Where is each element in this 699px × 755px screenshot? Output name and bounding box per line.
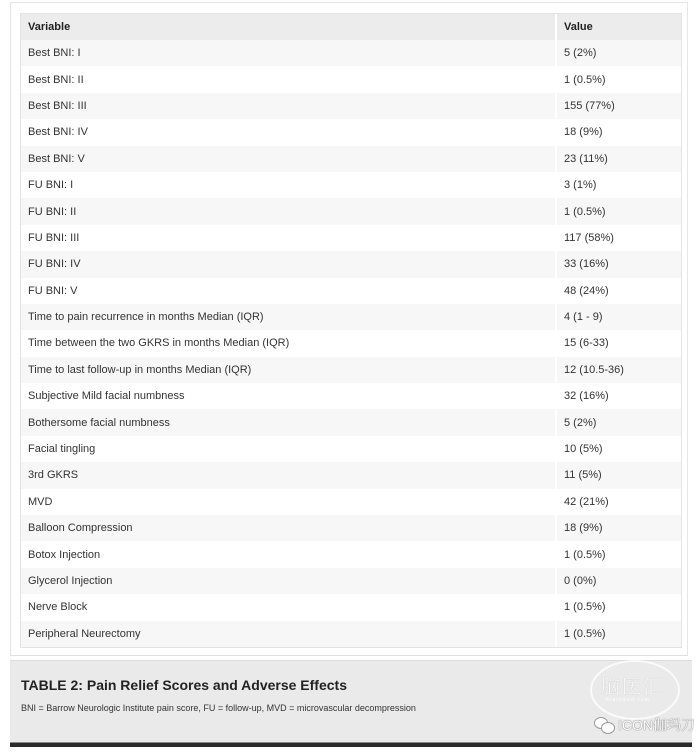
watermark-brand-text: ICON伽玛刀 xyxy=(618,717,695,733)
cell-value: 0 (0%) xyxy=(555,568,681,594)
table-row xyxy=(21,146,681,172)
table-row xyxy=(21,304,681,330)
cell-variable: Time between the two GKRS in months Median (IQR) xyxy=(21,330,555,356)
cell-value: 1 (0.5%) xyxy=(555,66,681,92)
cell-value: 23 (11%) xyxy=(555,146,681,172)
caption-note: BNI = Barrow Neurologic Institute pain score, FU = follow-up, MVD = microvascular decompression xyxy=(21,703,416,713)
cell-variable: FU BNI: V xyxy=(21,278,555,304)
column-header-value: Value xyxy=(555,14,681,40)
table-row xyxy=(21,225,681,251)
cell-value: 18 (9%) xyxy=(555,515,681,541)
cell-variable: 3rd GKRS xyxy=(21,462,555,488)
cell-variable: Best BNI: II xyxy=(21,66,555,92)
cell-variable: FU BNI: II xyxy=(21,198,555,224)
table-row xyxy=(21,198,681,224)
table-row xyxy=(21,330,681,356)
table-row xyxy=(21,541,681,567)
table-caption xyxy=(10,660,692,742)
table-row xyxy=(21,40,681,66)
table-body xyxy=(21,40,681,647)
cell-value: 42 (21%) xyxy=(555,489,681,515)
cell-value: 1 (0.5%) xyxy=(555,621,681,647)
data-table xyxy=(20,13,682,648)
cell-variable: Best BNI: III xyxy=(21,93,555,119)
table-row xyxy=(21,489,681,515)
cell-variable: Balloon Compression xyxy=(21,515,555,541)
cell-value: 5 (2%) xyxy=(555,40,681,66)
cell-value: 1 (0.5%) xyxy=(555,594,681,620)
cell-value: 18 (9%) xyxy=(555,119,681,145)
cell-variable: Peripheral Neurectomy xyxy=(21,621,555,647)
cell-value: 12 (10.5-36) xyxy=(555,357,681,383)
watermark-logo-subtext: brainmed.com xyxy=(606,697,650,703)
table-row xyxy=(21,621,681,647)
cell-value: 10 (5%) xyxy=(555,436,681,462)
table-row xyxy=(21,251,681,277)
cell-variable: Best BNI: V xyxy=(21,146,555,172)
table-row xyxy=(21,278,681,304)
cell-variable: Bothersome facial numbness xyxy=(21,409,555,435)
table-row xyxy=(21,568,681,594)
cell-value: 117 (58%) xyxy=(555,225,681,251)
cell-value: 4 (1 - 9) xyxy=(555,304,681,330)
cell-variable: MVD xyxy=(21,489,555,515)
cell-value: 11 (5%) xyxy=(555,462,681,488)
cell-value: 5 (2%) xyxy=(555,409,681,435)
cell-value: 155 (77%) xyxy=(555,93,681,119)
cell-value: 3 (1%) xyxy=(555,172,681,198)
cell-variable: FU BNI: I xyxy=(21,172,555,198)
table-row xyxy=(21,66,681,92)
wechat-icon xyxy=(594,717,614,733)
column-header-variable: Variable xyxy=(21,14,555,40)
cell-variable: Best BNI: IV xyxy=(21,119,555,145)
table-row xyxy=(21,462,681,488)
table-row xyxy=(21,436,681,462)
cell-value: 1 (0.5%) xyxy=(555,198,681,224)
cell-variable: Nerve Block xyxy=(21,594,555,620)
cell-variable: FU BNI: III xyxy=(21,225,555,251)
cell-value: 32 (16%) xyxy=(555,383,681,409)
cell-value: 15 (6-33) xyxy=(555,330,681,356)
table-row xyxy=(21,383,681,409)
cell-variable: Botox Injection xyxy=(21,541,555,567)
cell-value: 1 (0.5%) xyxy=(555,541,681,567)
caption-title: TABLE 2: Pain Relief Scores and Adverse Effects xyxy=(21,677,347,693)
table-row xyxy=(21,93,681,119)
cell-variable: Best BNI: I xyxy=(21,40,555,66)
cell-value: 48 (24%) xyxy=(555,278,681,304)
table-row xyxy=(21,172,681,198)
cell-variable: Facial tingling xyxy=(21,436,555,462)
table-row xyxy=(21,119,681,145)
watermark-logo-text: 脑医汇 xyxy=(601,677,665,698)
table-row xyxy=(21,515,681,541)
cell-variable: Time to last follow-up in months Median (IQR) xyxy=(21,357,555,383)
cell-variable: FU BNI: IV xyxy=(21,251,555,277)
watermark-brand xyxy=(594,715,695,735)
cell-value: 33 (16%) xyxy=(555,251,681,277)
table-header-row xyxy=(21,14,681,40)
cell-variable: Time to pain recurrence in months Median (IQR) xyxy=(21,304,555,330)
cell-variable: Subjective Mild facial numbness xyxy=(21,383,555,409)
table-card xyxy=(10,2,688,656)
table-row xyxy=(21,357,681,383)
table-row xyxy=(21,594,681,620)
bottom-divider xyxy=(10,742,692,747)
table-row xyxy=(21,409,681,435)
cell-variable: Glycerol Injection xyxy=(21,568,555,594)
